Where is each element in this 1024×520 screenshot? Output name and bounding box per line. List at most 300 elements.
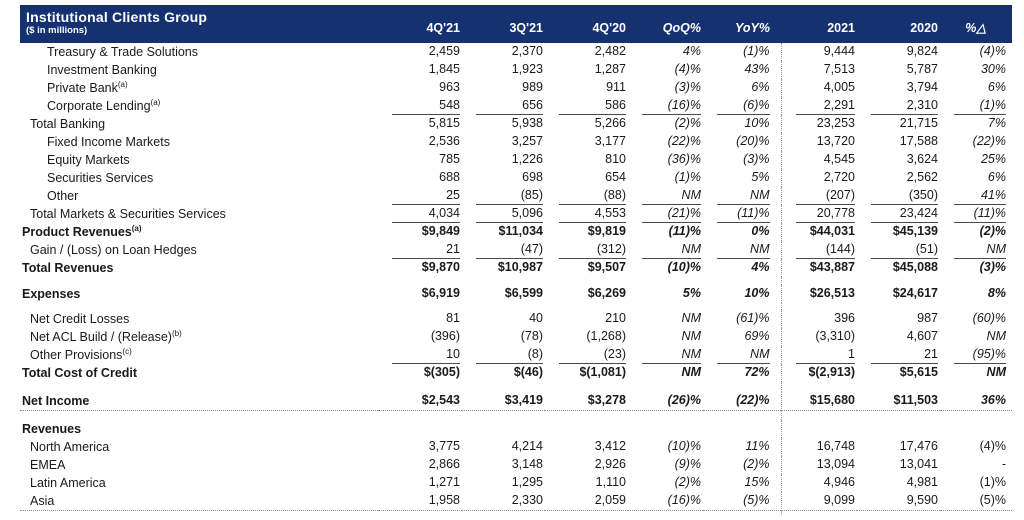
column-header: 3Q'21	[509, 21, 543, 35]
row-label: Asia	[30, 493, 55, 508]
table-row	[20, 43, 1012, 61]
table-row	[20, 346, 1012, 364]
table-row	[20, 420, 1012, 438]
value-cell: NM	[986, 329, 1006, 343]
value-cell: 810	[605, 152, 626, 166]
value-cell: (51)	[857, 241, 940, 259]
spacer-row	[20, 277, 1012, 285]
spacer-cell	[703, 382, 781, 392]
value-cell: 21,715	[899, 116, 938, 130]
value-cell: 785	[439, 152, 460, 166]
value-cell: 43%	[744, 62, 770, 76]
value-cell: 17,588	[899, 134, 938, 148]
spacer-cell	[857, 382, 940, 392]
spacer-cell	[940, 382, 1012, 392]
table-row	[20, 392, 1012, 411]
value-cell: 72%	[744, 365, 770, 379]
value-cell: 40	[529, 311, 543, 325]
spacer-cell	[378, 277, 462, 285]
value-cell: (2)%	[743, 456, 770, 471]
value-cell: (22)%	[972, 134, 1006, 148]
value-cell: 25%	[980, 152, 1006, 166]
value-cell: 1,958	[428, 492, 460, 507]
value-cell: 5,266	[594, 116, 626, 130]
footnote-marker: (c)	[122, 346, 132, 356]
value-cell	[462, 420, 545, 438]
value-cell: 5%	[751, 170, 770, 184]
value-cell: 5,787	[906, 62, 938, 76]
value-cell: $(1,081)	[579, 365, 626, 379]
value-cell: (1)%	[743, 44, 770, 58]
table-row	[20, 492, 1012, 511]
spacer-cell	[20, 277, 378, 285]
value-cell: 7,513	[781, 61, 857, 79]
spacer-cell	[781, 382, 857, 392]
value-cell	[781, 420, 857, 438]
value-cell: (1,268)	[586, 329, 626, 343]
value-cell: 23,424	[857, 205, 940, 223]
table-row	[20, 187, 1012, 205]
value-cell: 6%	[987, 80, 1006, 94]
value-cell	[378, 420, 462, 438]
spacer-cell	[545, 277, 628, 285]
value-cell: 987	[917, 311, 938, 325]
value-cell: 654	[605, 170, 626, 184]
table-row	[20, 259, 1012, 277]
value-cell: 25	[378, 187, 462, 205]
row-label: Treasury & Trade Solutions	[47, 45, 198, 59]
table-header	[20, 5, 1012, 43]
value-cell: $9,819	[587, 224, 626, 238]
value-cell: 4,034	[378, 205, 462, 223]
dotted-line-segment	[940, 510, 1012, 515]
row-label: EMEA	[30, 457, 66, 472]
column-header: %△	[965, 21, 986, 35]
value-cell: 4,545	[781, 151, 857, 169]
spacer-cell	[462, 382, 545, 392]
value-cell: $9,870	[421, 260, 460, 274]
table-row	[20, 456, 1012, 474]
value-cell: 586	[545, 97, 628, 115]
value-cell: 5,938	[511, 116, 543, 130]
spacer-cell	[378, 303, 462, 310]
spacer-cell	[462, 277, 545, 285]
spacer-cell	[20, 303, 378, 310]
value-cell: 13,094	[781, 456, 857, 474]
title-cell	[20, 5, 378, 43]
value-cell: 210	[605, 311, 626, 325]
footnote-marker: (b)	[171, 328, 182, 338]
value-cell: 3,794	[906, 80, 938, 94]
value-cell: 20,778	[781, 205, 857, 223]
row-label: Product Revenues$^{(a)}$	[22, 223, 142, 239]
dotted-line-segment	[628, 411, 703, 420]
value-cell: (2)%	[674, 474, 701, 489]
row-label: Expenses	[22, 287, 81, 301]
page-subtitle: ($ in millions)	[26, 25, 88, 36]
value-cell: $(46)	[513, 365, 543, 379]
table-row	[20, 79, 1012, 97]
table-row	[20, 133, 1012, 151]
row-label: Other	[47, 189, 79, 203]
value-cell: 23,253	[781, 115, 857, 133]
dotted-line-segment	[940, 411, 1012, 420]
value-cell: 2,926	[594, 456, 626, 471]
value-cell: (11)%	[940, 205, 1012, 223]
value-cell: 4%	[751, 260, 770, 274]
value-cell	[545, 420, 628, 438]
row-label: Total Markets & Securities Services	[30, 207, 226, 221]
value-cell: $44,031	[781, 223, 857, 241]
spacer-cell	[545, 382, 628, 392]
row-label: Latin America	[30, 475, 106, 490]
value-cell: (350)	[857, 187, 940, 205]
value-cell: 81	[446, 311, 460, 325]
value-cell: (88)	[545, 187, 628, 205]
dotted-line-segment	[20, 411, 378, 420]
value-cell: (1)%	[979, 474, 1006, 489]
value-cell: (9)%	[674, 456, 701, 471]
spacer-cell	[628, 277, 703, 285]
value-cell: $26,513	[781, 285, 857, 303]
row-label: Total Banking	[30, 117, 106, 131]
dotted-line-segment	[378, 510, 462, 515]
value-cell: 963	[439, 80, 460, 94]
value-cell: (11)%	[668, 224, 701, 238]
row-label: Fixed Income Markets	[47, 135, 170, 149]
value-cell: NM	[703, 187, 781, 205]
value-cell: 4,946	[781, 474, 857, 492]
value-cell: 2,720	[781, 169, 857, 187]
value-cell: NM	[628, 187, 703, 205]
column-header: YoY%	[735, 21, 770, 35]
value-cell: 4,553	[545, 205, 628, 223]
value-cell: 4,607	[906, 329, 938, 343]
value-cell: $9,507	[587, 260, 626, 274]
value-cell: 10%	[744, 116, 770, 130]
dotted-line-segment	[545, 411, 628, 420]
institutional-clients-group-table	[20, 5, 1012, 515]
footnote-marker: (a)	[117, 79, 128, 89]
value-cell: $9,849	[421, 224, 460, 238]
value-cell	[857, 420, 940, 438]
value-cell: (1)%	[674, 170, 701, 184]
row-label: Total Revenues	[22, 261, 114, 275]
value-cell: 13,720	[781, 133, 857, 151]
value-cell: (3)%	[979, 260, 1006, 274]
row-label: Revenues	[22, 421, 82, 436]
spacer-cell	[20, 382, 378, 392]
value-cell: NM	[986, 365, 1006, 379]
spacer-cell	[857, 277, 940, 285]
value-cell: $10,987	[497, 260, 543, 274]
dotted-line-segment	[703, 510, 781, 515]
table-row	[20, 474, 1012, 492]
value-cell: 17,476	[899, 438, 938, 453]
value-cell: (20)%	[736, 134, 770, 148]
column-header: 2021	[827, 21, 855, 35]
value-cell: (22)%	[736, 393, 770, 407]
dotted-line-segment	[628, 510, 703, 515]
value-cell: (16)%	[628, 97, 703, 115]
value-cell: $2,543	[421, 393, 460, 407]
value-cell: 1	[781, 346, 857, 364]
table-row	[20, 61, 1012, 79]
value-cell: NM	[628, 241, 703, 259]
value-cell: 1,271	[428, 474, 460, 489]
spacer-cell	[378, 382, 462, 392]
value-cell: 9,590	[906, 492, 938, 507]
dotted-line-segment	[781, 411, 857, 420]
footnote-marker: (a)	[150, 97, 161, 107]
spacer-cell	[462, 303, 545, 310]
value-cell: 2,459	[428, 44, 460, 58]
value-cell: 656	[462, 97, 545, 115]
value-cell: -	[1001, 456, 1006, 471]
value-cell: 7%	[987, 116, 1006, 130]
value-cell: (144)	[781, 241, 857, 259]
value-cell: NM	[703, 241, 781, 259]
value-cell: 2,059	[594, 492, 626, 507]
value-cell: NM	[703, 346, 781, 364]
value-cell: 989	[522, 80, 543, 94]
dotted-line-segment	[545, 510, 628, 515]
spacer-cell	[781, 277, 857, 285]
spacer-cell	[628, 382, 703, 392]
table-row	[20, 151, 1012, 169]
header-row	[20, 5, 1012, 43]
value-cell: 698	[522, 170, 543, 184]
value-cell: (22)%	[667, 134, 701, 148]
value-cell: 3,775	[428, 438, 460, 453]
value-cell: (95)%	[940, 346, 1012, 364]
spacer-cell	[940, 303, 1012, 310]
value-cell: NM	[628, 346, 703, 364]
value-cell: 1,295	[511, 474, 543, 489]
value-cell: 10%	[744, 286, 770, 300]
spacer-cell	[628, 303, 703, 310]
value-cell: 396	[781, 310, 857, 328]
value-cell: 30%	[980, 62, 1006, 76]
value-cell: 13,041	[899, 456, 938, 471]
value-cell: 4,005	[781, 79, 857, 97]
value-cell: (23)	[545, 346, 628, 364]
value-cell: (60)%	[972, 311, 1006, 325]
value-cell	[940, 420, 1012, 438]
table-row	[20, 328, 1012, 346]
value-cell	[628, 420, 703, 438]
table-row	[20, 364, 1012, 382]
value-cell: 548	[378, 97, 462, 115]
spacer-row	[20, 382, 1012, 392]
value-cell: 688	[439, 170, 460, 184]
table-body	[20, 43, 1012, 515]
value-cell: (36)%	[667, 152, 701, 166]
dotted-line-segment	[20, 510, 378, 515]
column-header: QoQ%	[662, 21, 701, 35]
value-cell: 41%	[940, 187, 1012, 205]
table-row	[20, 205, 1012, 223]
value-cell: 911	[606, 80, 626, 94]
value-cell: (207)	[781, 187, 857, 205]
value-cell: (5)%	[979, 492, 1006, 507]
row-label: Other Provisions$^{(c)}$	[30, 346, 132, 362]
value-cell: 1,845	[428, 62, 460, 76]
value-cell: NM	[681, 311, 701, 325]
row-label: Gain / (Loss) on Loan Hedges	[30, 243, 197, 257]
spacer-cell	[940, 277, 1012, 285]
value-cell: (4)%	[979, 44, 1006, 58]
value-cell: 4%	[682, 44, 701, 58]
dotted-line-segment	[781, 510, 857, 515]
value-cell: 9,444	[781, 43, 857, 61]
spacer-row	[20, 303, 1012, 310]
value-cell: 21	[857, 346, 940, 364]
value-cell: (61)%	[736, 311, 770, 325]
value-cell: $6,269	[587, 286, 626, 300]
value-cell: 2,370	[511, 44, 543, 58]
value-cell: 2,330	[511, 492, 543, 507]
value-cell: (47)	[462, 241, 545, 259]
value-cell: $45,088	[892, 260, 938, 274]
row-label: Net ACL Build / (Release)$^{(b)}$	[30, 328, 182, 344]
dotted-line-segment	[857, 510, 940, 515]
value-cell: $6,919	[421, 286, 460, 300]
dotted-line-segment	[857, 411, 940, 420]
row-label: North America	[30, 439, 110, 454]
value-cell: 69%	[744, 329, 770, 343]
value-cell: $5,615	[899, 365, 938, 379]
row-label: Securities Services	[47, 171, 154, 185]
value-cell: (10)%	[667, 438, 701, 453]
value-cell: 11%	[745, 438, 770, 453]
spacer-cell	[545, 303, 628, 310]
dotted-line-segment	[462, 510, 545, 515]
value-cell: $6,599	[504, 286, 543, 300]
table-row	[20, 97, 1012, 115]
row-label: Investment Banking	[47, 63, 157, 77]
dotted-line-segment	[703, 411, 781, 420]
value-cell: NM	[681, 329, 701, 343]
value-cell: 1,110	[595, 474, 626, 489]
value-cell: $24,617	[892, 286, 938, 300]
value-cell: $(305)	[423, 365, 460, 379]
value-cell: (3,310)	[781, 328, 857, 346]
column-header: 2020	[910, 21, 938, 35]
value-cell: 3,257	[511, 134, 543, 148]
value-cell: $15,680	[781, 392, 857, 411]
value-cell: 2,536	[428, 134, 460, 148]
value-cell: (11)%	[703, 205, 781, 223]
value-cell: (3)%	[743, 152, 770, 166]
row-label: Equity Markets	[47, 153, 130, 167]
dotted-divider-row	[20, 411, 1012, 420]
value-cell: 2,482	[594, 44, 626, 58]
value-cell: 6%	[751, 80, 770, 94]
value-cell: NM	[681, 365, 701, 379]
value-cell	[703, 420, 781, 438]
footnote-marker: (a)	[131, 223, 142, 233]
value-cell: (4)%	[674, 62, 701, 76]
value-cell: 1,226	[511, 152, 543, 166]
value-cell: 8%	[987, 286, 1006, 300]
value-cell: (78)	[520, 329, 543, 343]
row-label: Private Bank$^{(a)}$	[47, 79, 128, 95]
spacer-cell	[703, 303, 781, 310]
value-cell: 2,562	[906, 170, 938, 184]
value-cell: (8)	[462, 346, 545, 364]
table-row	[20, 169, 1012, 187]
value-cell: (85)	[462, 187, 545, 205]
value-cell: 3,412	[594, 438, 626, 453]
value-cell: $3,419	[504, 393, 543, 407]
table-row	[20, 223, 1012, 241]
value-cell: 5,815	[428, 116, 460, 130]
table-row	[20, 438, 1012, 456]
value-cell: 0%	[751, 224, 770, 238]
value-cell: (396)	[430, 329, 460, 343]
page-title: Institutional Clients Group	[26, 9, 208, 25]
value-cell: (4)%	[979, 438, 1006, 453]
value-cell: 16,748	[781, 438, 857, 456]
spacer-cell	[857, 303, 940, 310]
value-cell: 3,624	[906, 152, 938, 166]
value-cell: 3,177	[594, 134, 626, 148]
value-cell: 9,099	[781, 492, 857, 511]
value-cell: 3,148	[511, 456, 543, 471]
value-cell: (312)	[545, 241, 628, 259]
value-cell: (16)%	[667, 492, 701, 507]
table-row	[20, 310, 1012, 328]
value-cell: NM	[940, 241, 1012, 259]
value-cell: $43,887	[781, 259, 857, 277]
value-cell: 2,310	[857, 97, 940, 115]
spacer-cell	[781, 303, 857, 310]
value-cell: 1,287	[594, 62, 626, 76]
row-label: Net Income	[22, 394, 90, 408]
value-cell: $3,278	[587, 393, 626, 407]
value-cell: 21	[378, 241, 462, 259]
value-cell: (5)%	[743, 492, 770, 507]
table-row	[20, 285, 1012, 303]
value-cell: 15%	[744, 474, 770, 489]
spacer-cell	[703, 277, 781, 285]
dotted-line-segment	[378, 411, 462, 420]
value-cell: 9,824	[906, 44, 938, 58]
value-cell: $(2,913)	[781, 364, 857, 382]
value-cell: 4,981	[906, 474, 938, 489]
value-cell: (21)%	[628, 205, 703, 223]
value-cell: 10	[378, 346, 462, 364]
value-cell: 36%	[980, 393, 1006, 407]
table-row	[20, 241, 1012, 259]
value-cell: $11,503	[893, 393, 938, 407]
value-cell: $11,034	[498, 224, 543, 238]
column-header: 4Q'21	[426, 21, 460, 35]
value-cell: (3)%	[674, 80, 701, 94]
value-cell: $45,139	[892, 224, 938, 238]
value-cell: 6%	[987, 170, 1006, 184]
value-cell: 1,923	[511, 62, 543, 76]
column-header: 4Q'20	[592, 21, 626, 35]
value-cell: 2,866	[428, 456, 460, 471]
row-label: Net Credit Losses	[30, 312, 130, 326]
value-cell: 5,096	[462, 205, 545, 223]
row-label: Corporate Lending$^{(a)}$	[47, 97, 161, 113]
value-cell: (26)%	[667, 393, 701, 407]
value-cell: (10)%	[667, 260, 701, 274]
row-label: Total Cost of Credit	[22, 366, 138, 380]
